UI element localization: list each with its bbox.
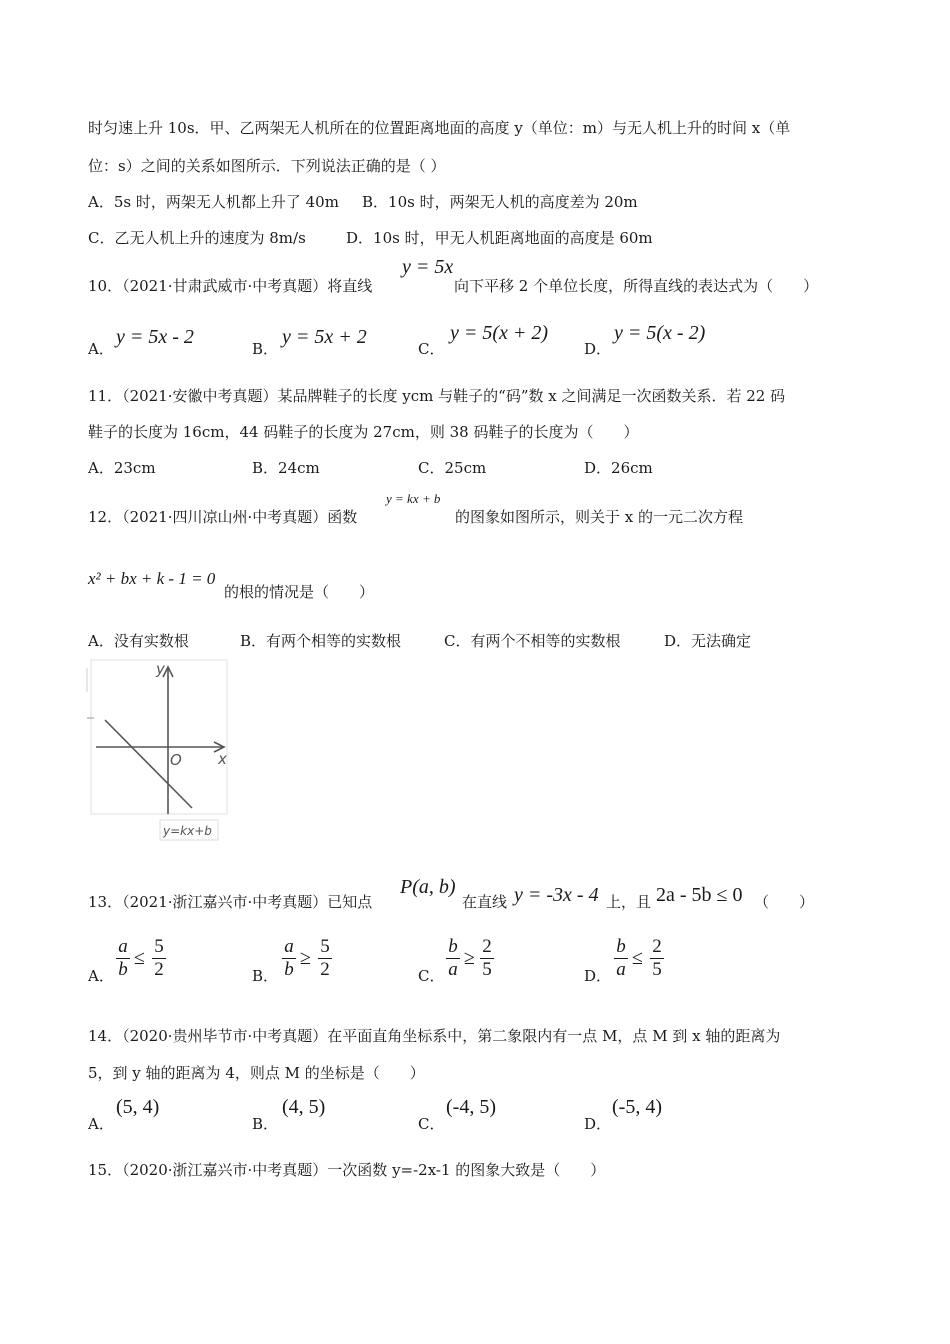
q10-option-c-label: C． bbox=[418, 340, 445, 358]
q14-option-b-expr: (4, 5) bbox=[282, 1096, 326, 1118]
frac-denominator: b bbox=[284, 959, 294, 980]
q14-option-b-label: B． bbox=[252, 1115, 279, 1133]
q12-option-b: B．有两个相等的实数根 bbox=[240, 632, 402, 650]
q10-option-a-label: A． bbox=[88, 340, 114, 358]
frac-denominator: a bbox=[448, 959, 458, 980]
q12-equation-after: 的根的情况是（ ） bbox=[224, 583, 375, 601]
q10-option-b-label: B． bbox=[252, 340, 279, 358]
frac-numerator: 5 bbox=[154, 936, 164, 957]
q10-option-a-expr: y = 5x - 2 bbox=[116, 326, 194, 348]
frac-numerator: b bbox=[448, 936, 458, 957]
q9-line1: 时匀速上升 10s．甲、乙两架无人机所在的位置距离地面的高度 y（单位：m）与无人机上升的时间 x（单 bbox=[88, 119, 791, 137]
q10-option-d-label: D． bbox=[584, 340, 612, 358]
q14-line2: 5，到 y 轴的距离为 4，则点 M 的坐标是（ ） bbox=[88, 1064, 425, 1082]
q9-option-b: B．10s 时，两架无人机的高度差为 20m bbox=[362, 193, 638, 211]
frac-denominator: 2 bbox=[320, 959, 330, 980]
frac-denominator: 2 bbox=[154, 959, 164, 980]
q13-option-b-lhs bbox=[282, 937, 296, 980]
q14-line1: 14．（2020·贵州毕节市·中考真题）在平面直角坐标系中，第二象限内有一点 M，点 M 到 x 轴的距离为 bbox=[88, 1027, 781, 1045]
q13-inequality: 2a - 5b ≤ 0 bbox=[656, 884, 743, 906]
q11-line1: 11．（2021·安徽中考真题）某品牌鞋子的长度 ycm 与鞋子的“码”数 x 之间满足一次函数关系．若 22 码 bbox=[88, 387, 786, 405]
line-label: y=kx+b bbox=[163, 824, 212, 838]
y-axis-label: y bbox=[156, 660, 165, 678]
q13-option-a-rhs bbox=[152, 937, 166, 980]
q12-graph-figure bbox=[86, 656, 236, 846]
q14-option-d-label: D． bbox=[584, 1115, 612, 1133]
q9-option-d: D．10s 时，甲无人机距离地面的高度是 60m bbox=[346, 229, 653, 247]
q13-line-expr: y = -3x - 4 bbox=[514, 884, 599, 906]
q13-stem-after: （ ） bbox=[754, 893, 815, 911]
q10-option-d-expr: y = 5(x - 2) bbox=[614, 322, 706, 344]
q10-stem-expr: y = 5x bbox=[402, 256, 454, 278]
q10-option-c-expr: y = 5(x + 2) bbox=[450, 322, 549, 344]
q13-option-b-rel: ≥ bbox=[300, 947, 311, 969]
q11-line2: 鞋子的长度为 16cm，44 码鞋子的长度为 27cm，则 38 码鞋子的长度为（ ） bbox=[88, 423, 639, 441]
x-axis-label: x bbox=[218, 750, 227, 768]
frac-numerator: 5 bbox=[320, 936, 330, 957]
q12-option-c: C．有两个不相等的实数根 bbox=[444, 632, 621, 650]
q13-option-a-lhs bbox=[116, 937, 130, 980]
q13-option-c-lhs bbox=[446, 937, 460, 980]
q9-option-c: C．乙无人机上升的速度为 8m/s bbox=[88, 229, 306, 247]
q12-stem-before: 12．（2021·四川凉山州·中考真题）函数 bbox=[88, 508, 358, 526]
q13-option-c-rel: ≥ bbox=[464, 947, 475, 969]
q14-option-d-expr: (-5, 4) bbox=[612, 1096, 662, 1118]
q13-option-a-label: A． bbox=[88, 967, 114, 985]
origin-label: O bbox=[170, 751, 182, 769]
q13-option-d-rel: ≤ bbox=[632, 947, 643, 969]
q11-option-b: B．24cm bbox=[252, 459, 320, 477]
q9-option-a: A．5s 时，两架无人机都上升了 40m bbox=[88, 193, 339, 211]
q13-option-b-rhs bbox=[318, 937, 332, 980]
q12-stem-after: 的图象如图所示，则关于 x 的一元二次方程 bbox=[455, 508, 743, 526]
frac-numerator: 2 bbox=[482, 936, 492, 957]
q9-line2: 位：s）之间的关系如图所示．下列说法正确的是（ ） bbox=[88, 157, 446, 175]
frac-denominator: b bbox=[118, 959, 128, 980]
q13-stem-before: 13．（2021·浙江嘉兴市·中考真题）已知点 bbox=[88, 893, 373, 911]
q13-option-d-label: D． bbox=[584, 967, 612, 985]
q10-stem-after: 向下平移 2 个单位长度，所得直线的表达式为（ ） bbox=[454, 277, 819, 295]
q13-option-d-rhs bbox=[650, 937, 664, 980]
q14-option-a-label: A． bbox=[88, 1115, 114, 1133]
q14-option-c-label: C． bbox=[418, 1115, 445, 1133]
frac-denominator: 5 bbox=[482, 959, 492, 980]
q13-stem-mid2: 上，且 bbox=[606, 893, 652, 911]
frac-denominator: a bbox=[616, 959, 626, 980]
q12-option-d: D．无法确定 bbox=[664, 632, 752, 650]
q10-stem-before: 10．（2021·甘肃武威市·中考真题）将直线 bbox=[88, 277, 373, 295]
frac-denominator: 5 bbox=[652, 959, 662, 980]
q13-option-d-lhs bbox=[614, 937, 628, 980]
q15-line1: 15．（2020·浙江嘉兴市·中考真题）一次函数 y=-2x-1 的图象大致是（ ） bbox=[88, 1161, 606, 1179]
q13-option-c-label: C． bbox=[418, 967, 445, 985]
q13-stem-mid: 在直线 bbox=[462, 893, 508, 911]
q14-option-c-expr: (-4, 5) bbox=[446, 1096, 496, 1118]
frac-numerator: a bbox=[118, 936, 128, 957]
q13-point: P(a, b) bbox=[400, 876, 456, 898]
q11-option-d: D．26cm bbox=[584, 459, 653, 477]
q13-option-b-label: B． bbox=[252, 967, 279, 985]
q12-stem-expr: y = kx + b bbox=[386, 491, 441, 506]
q14-option-a-expr: (5, 4) bbox=[116, 1096, 160, 1118]
figure-frame bbox=[91, 660, 227, 814]
frac-numerator: a bbox=[284, 936, 294, 957]
frac-numerator: 2 bbox=[652, 936, 662, 957]
q11-option-a: A．23cm bbox=[88, 459, 156, 477]
q12-equation: x² + bx + k - 1 = 0 bbox=[88, 569, 216, 588]
frac-numerator: b bbox=[616, 936, 626, 957]
q13-option-c-rhs bbox=[480, 937, 494, 980]
q11-option-c: C．25cm bbox=[418, 459, 487, 477]
q10-option-b-expr: y = 5x + 2 bbox=[282, 326, 367, 348]
q12-option-a: A．没有实数根 bbox=[88, 632, 189, 650]
q13-option-a-rel: ≤ bbox=[134, 947, 145, 969]
